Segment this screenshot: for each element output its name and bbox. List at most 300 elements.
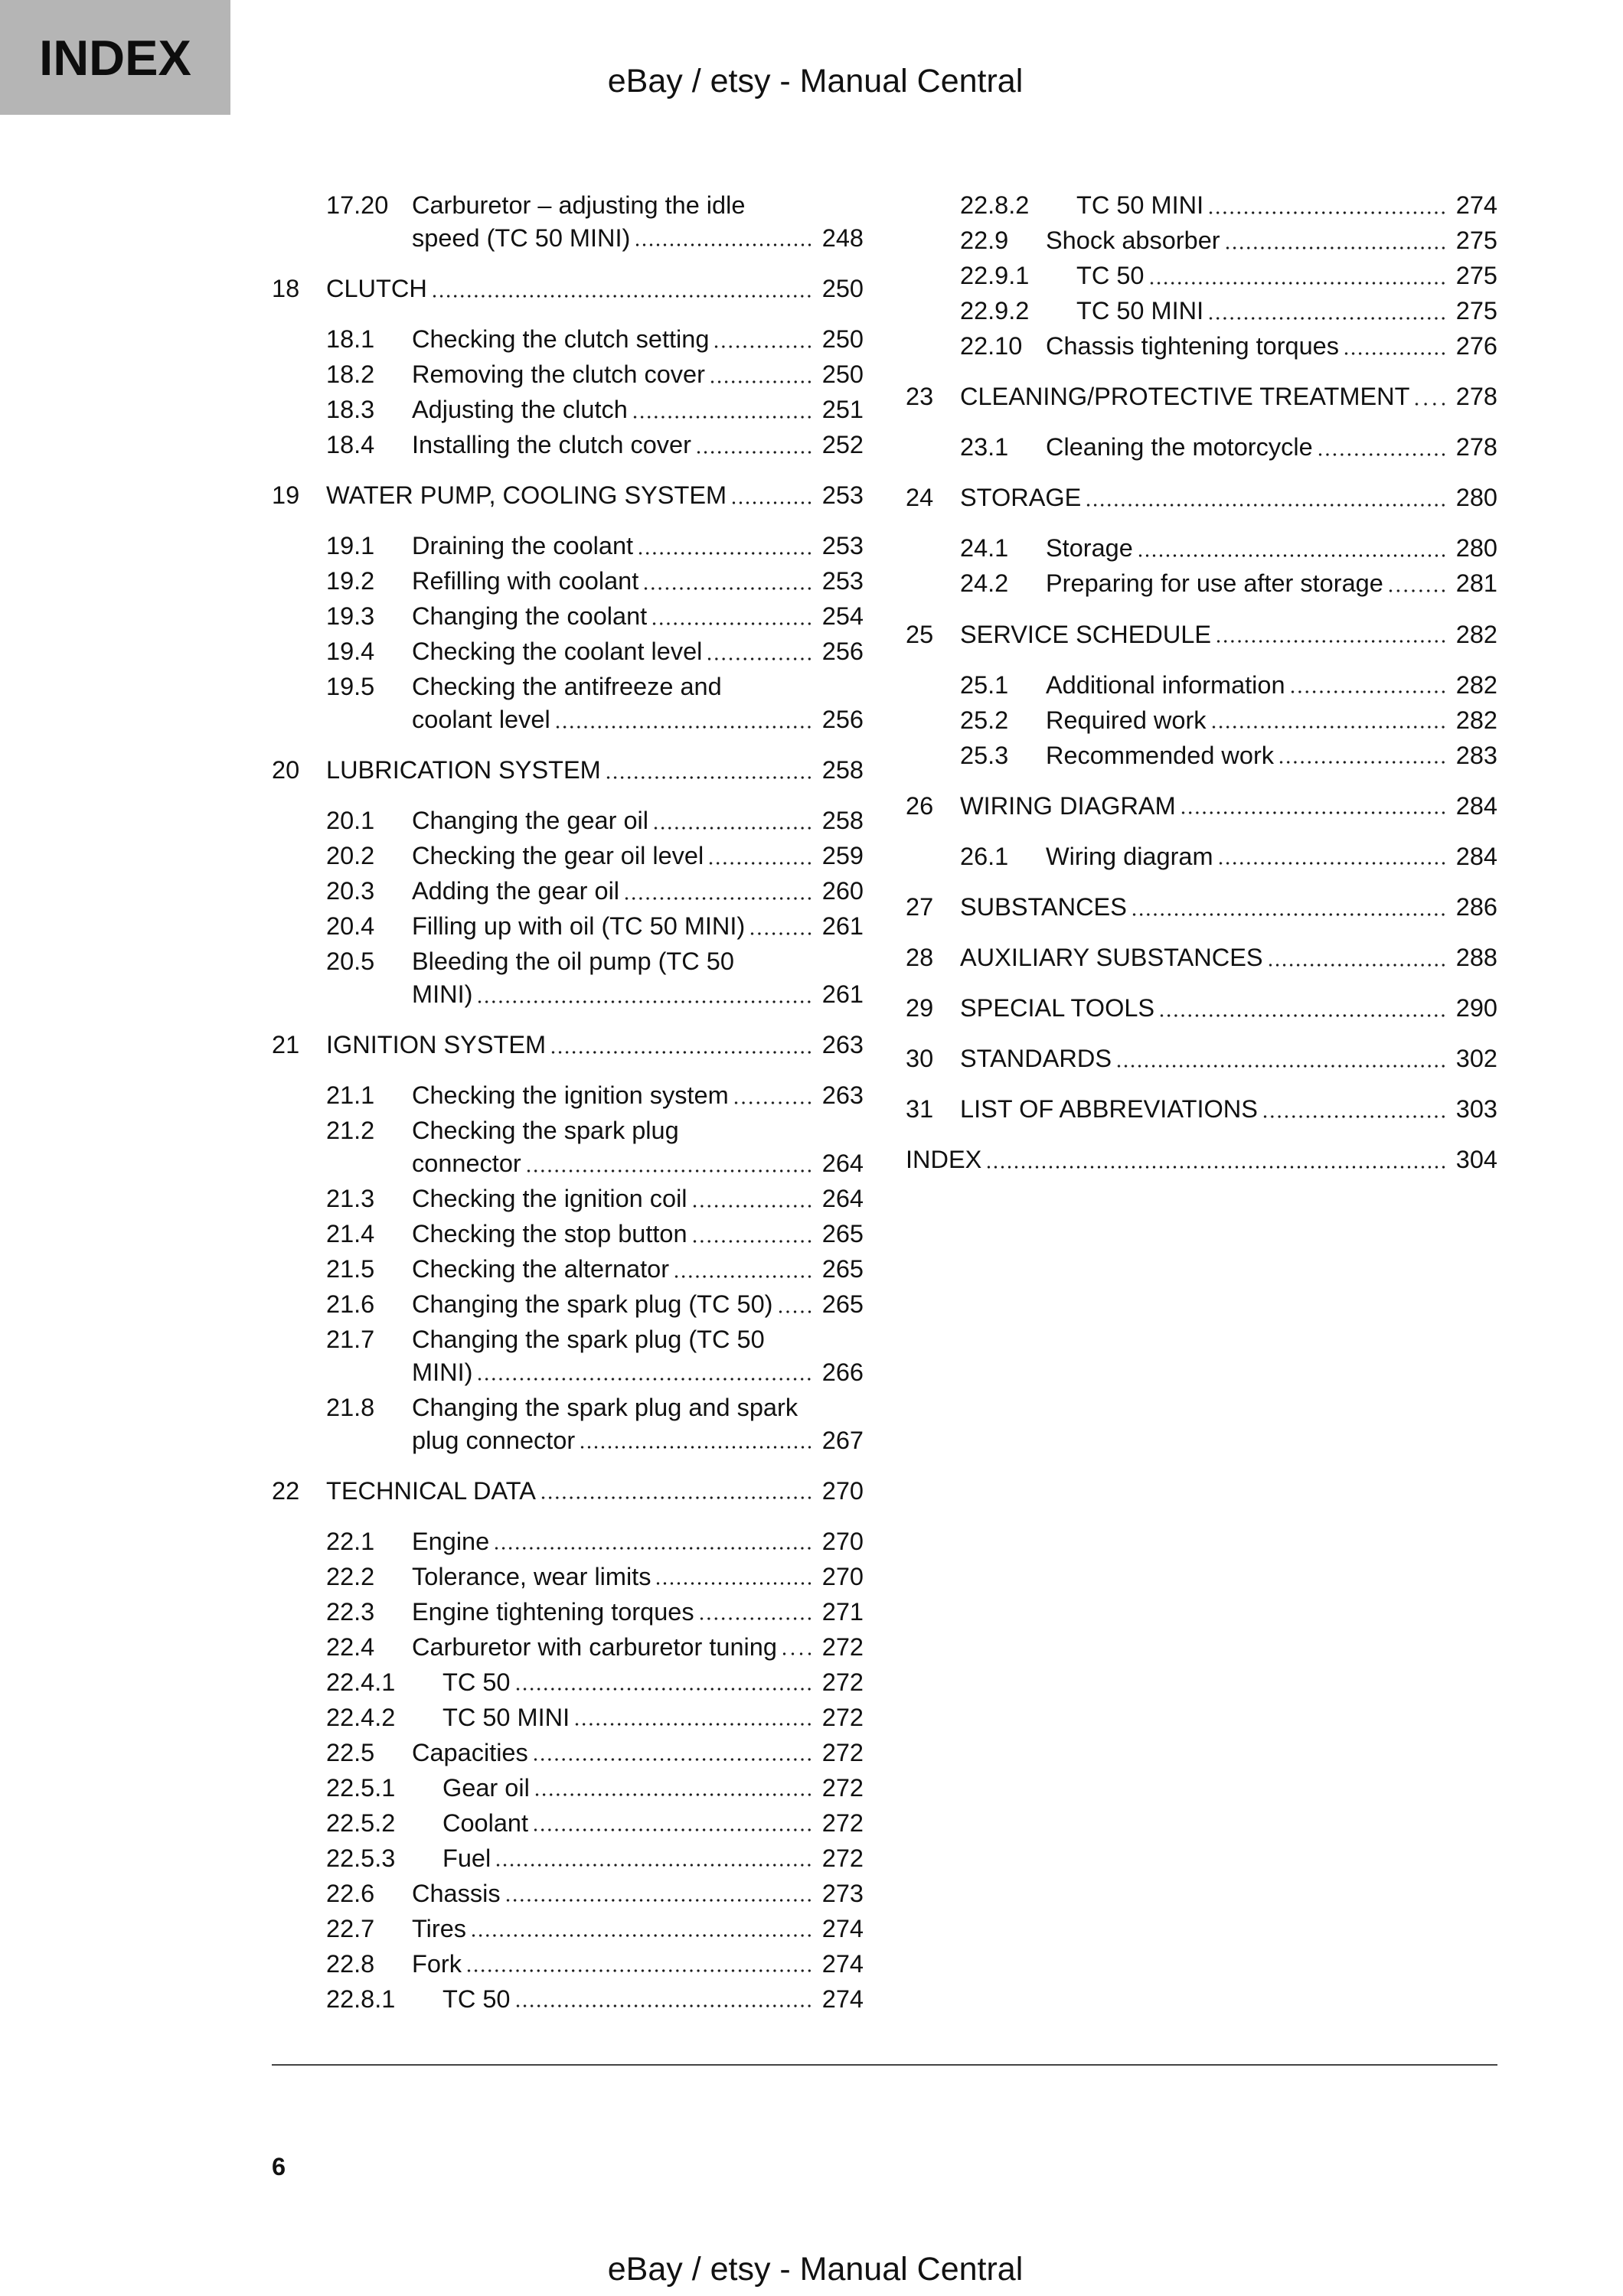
toc-entry-number: 22.9 [960,227,1009,254]
toc-page-number: 254 [821,602,864,631]
toc-section-entry [326,876,864,906]
toc-entry-line [412,394,864,425]
dot-leader [777,1289,813,1319]
dot-leader [470,1913,813,1944]
toc-entry-line [412,1115,864,1146]
toc-entry-line [412,1526,864,1557]
toc-entry-line [960,892,1497,922]
toc-entry-line [960,1094,1497,1124]
toc-entry-title: plug connector [412,1426,576,1454]
dot-leader [1317,432,1447,462]
toc-entry-line [960,381,1497,412]
toc-subsection-entry [326,1773,864,1803]
toc-entry-number: 22.8 [326,1949,375,1978]
dot-leader [1413,381,1446,412]
toc-section-entry [326,1737,864,1768]
toc-page-number: 250 [821,274,864,302]
dot-leader [1207,190,1447,220]
toc-entry-number: 19.2 [326,567,375,595]
toc-entry-title: Gear oil [442,1773,530,1802]
toc-entry-title: Checking the ignition coil [412,1185,687,1212]
dot-leader [781,1632,813,1662]
toc-page-number: 284 [1455,791,1497,820]
toc-entry-title: STORAGE [960,484,1082,512]
toc-chapter-entry [272,1476,864,1506]
dot-leader [691,1218,813,1249]
toc-entry-line [412,1183,864,1214]
toc-entry-line [326,273,864,304]
toc-page-number: 264 [821,1149,864,1177]
toc-entry-number: 21.1 [326,1081,375,1110]
toc-entry-line [1046,225,1497,256]
toc-entry-title: Preparing for use after storage [1046,569,1383,598]
toc-entry-title: MINI) [412,980,473,1008]
toc-entry-line [412,671,864,702]
dot-leader [1210,705,1447,735]
toc-entry-line [442,1773,864,1803]
toc-entry-number: 23 [906,383,934,411]
toc-entry-number: 22.3 [326,1597,375,1626]
dot-leader [985,1144,1446,1175]
dot-leader [709,359,813,390]
toc-entry-line [960,942,1497,973]
toc-entry-title: Tires [412,1914,467,1942]
toc-page-number: 267 [821,1426,864,1454]
toc-entry-title: Removing the clutch cover [412,360,705,388]
index-tab-label: INDEX [39,29,191,86]
toc-entry-line [442,1984,864,2014]
toc-entry-title: Changing the coolant [412,602,648,631]
toc-section-entry [326,1080,864,1110]
toc-entry-number: 22.4.2 [326,1703,396,1731]
toc-section-entry [960,568,1497,598]
toc-page-number: 270 [821,1476,864,1505]
toc-entry-number: 17.20 [326,191,389,219]
toc-section-entry [326,671,864,735]
toc-entry-line [412,1632,864,1662]
toc-chapter-entry [906,1094,1497,1124]
toc-entry-line [1046,670,1497,700]
toc-entry-title: Refilling with coolant [412,567,639,595]
toc-entry-number: 24.2 [960,569,1009,598]
toc-entry-number: 24 [906,484,934,512]
toc-page-number: 256 [821,705,864,733]
toc-page-number: 284 [1455,842,1497,870]
toc-subsection-entry [326,1667,864,1698]
toc-page-number: 260 [821,877,864,905]
toc-page-number: 270 [821,1562,864,1590]
toc-entry-number: 20.3 [326,877,375,905]
toc-entry-line [1046,533,1497,563]
toc-entry-line [412,1561,864,1592]
toc-entry-title: Checking the alternator [412,1255,670,1283]
toc-entry-line [960,993,1497,1023]
toc-entry-line [412,1737,864,1768]
toc-page-number: 275 [1455,262,1497,289]
toc-entry-title: CLUTCH [326,274,427,302]
toc-entry-line [412,1596,864,1627]
toc-page-number: 302 [1455,1045,1497,1073]
toc-page-number: 256 [821,638,864,666]
toc-page-number: 280 [1455,484,1497,512]
toc-entry-number: 21.7 [326,1326,375,1353]
toc-section-entry [326,840,864,871]
toc-entry-number: 21.6 [326,1290,375,1318]
toc-entry-line [412,1357,864,1388]
dot-leader [1131,892,1447,922]
dot-leader [713,324,812,354]
toc-entry-number: 19.3 [326,602,375,631]
toc-entry-title: TC 50 [1076,262,1145,289]
toc-entry-title: MINI) [412,1358,473,1386]
dot-leader [1207,295,1447,326]
toc-section-entry [326,1324,864,1388]
toc-page-number: 252 [821,431,864,458]
toc-entry-number: 22.9.2 [960,297,1030,325]
toc-page-number: 261 [821,912,864,941]
toc-page-number: 274 [821,1914,864,1942]
toc-entry-line [412,1080,864,1110]
dot-leader [733,1080,813,1110]
toc-right-column [906,184,1497,1179]
toc-section-entry [326,394,864,425]
toc-entry-number: 19.5 [326,673,375,701]
toc-entry-title: Checking the gear oil level [412,842,704,870]
toc-entry-number: 20 [272,756,300,784]
toc-page-number: 272 [821,1703,864,1731]
toc-entry-line [412,840,864,871]
toc-page-number: 265 [821,1290,864,1318]
toc-page-number: 274 [821,1985,864,2013]
toc-page-number: 263 [821,1081,864,1110]
toc-entry-title: TC 50 MINI [1076,297,1204,325]
toc-entry-title: Bleeding the oil pump (TC 50 [412,947,734,976]
toc-page-number: 282 [1455,620,1497,648]
toc-entry-line [1046,331,1497,361]
toc-page-number: 248 [821,223,864,252]
dot-leader [707,840,813,871]
dot-leader [637,530,813,561]
dot-leader [1158,993,1447,1023]
toc-entry-number: 21.8 [326,1393,375,1421]
toc-page-number: 250 [821,325,864,353]
toc-page-number: 272 [821,1668,864,1696]
toc-section-entry [326,1596,864,1627]
toc-entry-line [412,190,864,220]
toc-entry-line [412,946,864,977]
toc-entry-title: TC 50 MINI [1076,191,1204,219]
toc-page-number: 283 [1455,741,1497,769]
toc-section-entry [326,1218,864,1249]
toc-entry-title: Changing the spark plug and spark [412,1393,798,1421]
toc-section-entry [326,636,864,667]
toc-entry-line [412,1148,864,1179]
toc-entry-title: Changing the spark plug (TC 50) [412,1290,773,1318]
toc-section-entry [326,1949,864,1979]
toc-entry-line [442,1843,864,1874]
toc-entry-line [960,1043,1497,1074]
toc-section-entry [326,911,864,941]
dot-leader [1085,482,1446,513]
toc-section-entry [960,432,1497,462]
toc-section-entry [960,533,1497,563]
toc-entry-title: Adding the gear oil [412,877,620,905]
toc-entry-title: Engine [412,1527,490,1555]
toc-entry-line [412,876,864,906]
toc-entry-title: Chassis tightening torques [1046,332,1340,360]
dot-leader [634,223,812,253]
toc-entry-number: 25 [906,620,934,648]
toc-entry-line [412,429,864,460]
toc-entry-number: 22.10 [960,332,1023,360]
toc-entry-line [1076,260,1497,291]
toc-page-number: 276 [1455,332,1497,360]
toc-entry-number: 21.3 [326,1185,375,1212]
toc-entry-line [1046,568,1497,598]
toc-entry-title: Checking the spark plug [412,1117,679,1145]
toc-subsection-entry [960,295,1497,326]
toc-entry-title: Additional information [1046,670,1285,699]
toc-entry-title: Storage [1046,534,1133,563]
toc-section-entry [960,670,1497,700]
toc-entry-number: 25.1 [960,670,1009,699]
dot-leader [1387,568,1447,598]
toc-page-number: 259 [821,842,864,870]
footer-rule [272,2064,1497,2066]
dot-leader [706,636,812,667]
toc-entry-title: TC 50 [442,1985,511,2013]
toc-entry-line [960,482,1497,513]
toc-entry-number: 21 [272,1031,300,1059]
toc-entry-number: 26 [906,791,934,820]
dot-leader [730,480,813,510]
toc-chapter-entry [272,480,864,510]
toc-page-number: 258 [821,807,864,835]
toc-entry-line [1046,740,1497,771]
toc-page-number: 278 [1455,433,1497,461]
toc-entry-number: 22.5.3 [326,1844,396,1872]
toc-entry-title: Draining the coolant [412,532,634,560]
toc-entry-number: 22.8.1 [326,1985,396,2013]
toc-entry-number: 25.3 [960,741,1009,769]
toc-entry-line [412,1878,864,1909]
toc-entry-line [1046,841,1497,872]
toc-section-entry [326,1561,864,1592]
toc-entry-number: 20.2 [326,842,375,870]
toc-entry-title: coolant level [412,705,550,733]
toc-subsection-entry [960,190,1497,220]
toc-page-number: 304 [1455,1146,1497,1174]
toc-page-number: 282 [1455,670,1497,699]
toc-section-entry [960,740,1497,771]
toc-page-number: 274 [821,1949,864,1978]
toc-entry-number: 18 [272,274,300,302]
dot-leader [476,1357,812,1388]
dot-leader [540,1476,813,1506]
toc-section-entry [326,1913,864,1944]
toc-subsection-entry [960,260,1497,291]
toc-section-entry [326,1183,864,1214]
toc-entry-number: 19 [272,481,300,510]
toc-entry-number: 20.1 [326,807,375,835]
dot-leader [1115,1043,1447,1074]
dot-leader [623,876,813,906]
toc-entry-line [412,1218,864,1249]
toc-entry-title: Filling up with oil (TC 50 MINI) [412,912,746,941]
toc-entry-title: AUXILIARY SUBSTANCES [960,944,1263,971]
toc-page-number: 274 [1455,191,1497,219]
toc-entry-line [412,911,864,941]
toc-chapter-entry [272,1029,864,1060]
dot-leader [1343,331,1447,361]
toc-entry-line [1076,295,1497,326]
toc-section-entry [326,1878,864,1909]
toc-entry-line [326,755,864,785]
toc-entry-line [1046,432,1497,462]
dot-leader [652,805,813,836]
dot-leader [550,1029,813,1060]
toc-page-number: 265 [821,1255,864,1283]
dot-leader [1215,619,1447,650]
toc-page-number: 272 [821,1738,864,1766]
toc-entry-title: Coolant [442,1808,529,1837]
toc-section-entry [960,331,1497,361]
dot-leader [579,1425,813,1456]
toc-page-number: 271 [821,1597,864,1626]
toc-entry-line [412,359,864,390]
toc-entry-line [442,1702,864,1733]
toc-entry-line [412,979,864,1009]
toc-entry-title: speed (TC 50 MINI) [412,223,631,252]
toc-entry-number: 22.7 [326,1914,375,1942]
toc-section-entry [326,324,864,354]
toc-chapter-entry [906,1043,1497,1074]
toc-entry-number: 30 [906,1045,934,1073]
toc-page-number: 272 [821,1844,864,1872]
toc-entry-number: 22.5 [326,1738,375,1766]
dot-leader [691,1183,813,1214]
toc-entry-title: Capacities [412,1738,528,1766]
toc-entry-title: SUBSTANCES [960,892,1127,921]
toc-page-number: 275 [1455,227,1497,254]
dot-leader [514,1667,813,1698]
toc-page-number: 251 [821,396,864,423]
dot-leader [655,1561,812,1592]
toc-entry-title: Changing the gear oil [412,807,648,835]
toc-page-number: 281 [1455,569,1497,598]
dot-leader [695,429,813,460]
toc-entry-title: Carburetor – adjusting the idle [412,191,746,219]
toc-entry-line [960,619,1497,650]
toc-entry-title: SERVICE SCHEDULE [960,620,1212,648]
dot-leader [493,1526,813,1557]
dot-leader [1224,225,1447,256]
dot-leader [605,755,813,785]
toc-section-entry [326,1254,864,1284]
toc-chapter-entry [906,619,1497,650]
toc-page-number: 272 [821,1808,864,1837]
toc-page-number: 250 [821,360,864,388]
toc-entry-line [412,1913,864,1944]
toc-entry-line [1076,190,1497,220]
toc-entry-number: 22.1 [326,1527,375,1555]
toc-chapter-entry [906,892,1497,922]
dot-leader [554,704,813,735]
toc-entry-line [412,704,864,735]
dot-leader [495,1843,813,1874]
toc-entry-line [412,636,864,667]
toc-entry-number: 22.4 [326,1632,375,1661]
toc-entry-line [906,1144,1497,1175]
toc-entry-title: TC 50 [442,1668,511,1696]
toc-entry-number: 18.4 [326,431,375,458]
toc-section-entry [326,429,864,460]
toc-section-entry [326,1632,864,1662]
toc-page-number: 280 [1455,534,1497,563]
toc-subsection-entry [326,1702,864,1733]
toc-section-entry [326,601,864,631]
toc-entry-line [960,791,1497,821]
toc-section-entry [960,841,1497,872]
toc-entry-number: 22.4.1 [326,1668,396,1696]
toc-entry-number: 22.2 [326,1562,375,1590]
toc-section-entry [326,946,864,1009]
toc-entry-number: 26.1 [960,842,1009,870]
toc-entry-line [412,566,864,596]
dot-leader [698,1596,813,1627]
toc-entry-number: 31 [906,1095,934,1124]
toc-entry-title: CLEANING/PROTECTIVE TREATMENT [960,383,1410,411]
dot-leader [673,1254,813,1284]
toc-page-number: 272 [821,1632,864,1661]
toc-entry-title: Wiring diagram [1046,842,1213,870]
toc-section-entry [326,1526,864,1557]
toc-entry-number: 28 [906,944,934,971]
dot-leader [476,979,812,1009]
toc-entry-line [326,1476,864,1506]
toc-page-number: 266 [821,1358,864,1386]
toc-chapter-entry [906,482,1497,513]
dot-leader [1267,942,1447,973]
toc-entry-number: 21.2 [326,1117,375,1145]
toc-page-number: 282 [1455,706,1497,734]
toc-page-number: 303 [1455,1095,1497,1124]
toc-section-entry [326,530,864,561]
toc-entry-line [442,1667,864,1698]
toc-subsection-entry [326,1843,864,1874]
toc-entry-title: Carburetor with carburetor tuning [412,1632,777,1661]
toc-section-entry [326,190,864,253]
toc-entry-title: INDEX [906,1146,982,1174]
toc-entry-number: 18.2 [326,360,375,388]
toc-left-column [272,184,864,2020]
toc-entry-title: Engine tightening torques [412,1597,694,1626]
toc-page-number: 272 [821,1773,864,1802]
toc-entry-line [412,1949,864,1979]
page-number: 6 [272,2153,286,2180]
dot-leader [1148,260,1447,291]
toc-page-number: 270 [821,1527,864,1555]
toc-entry-title: Tolerance, wear limits [412,1562,651,1590]
toc-entry-title: Required work [1046,706,1207,734]
toc-entry-title: connector [412,1149,521,1177]
toc-entry-number: 18.1 [326,325,375,353]
toc-page-number: 258 [821,756,864,784]
toc-entry-number: 22.5.1 [326,1773,396,1802]
toc-entry-line [442,1808,864,1838]
toc-entry-title: SPECIAL TOOLS [960,994,1155,1022]
toc-page-number: 265 [821,1220,864,1247]
